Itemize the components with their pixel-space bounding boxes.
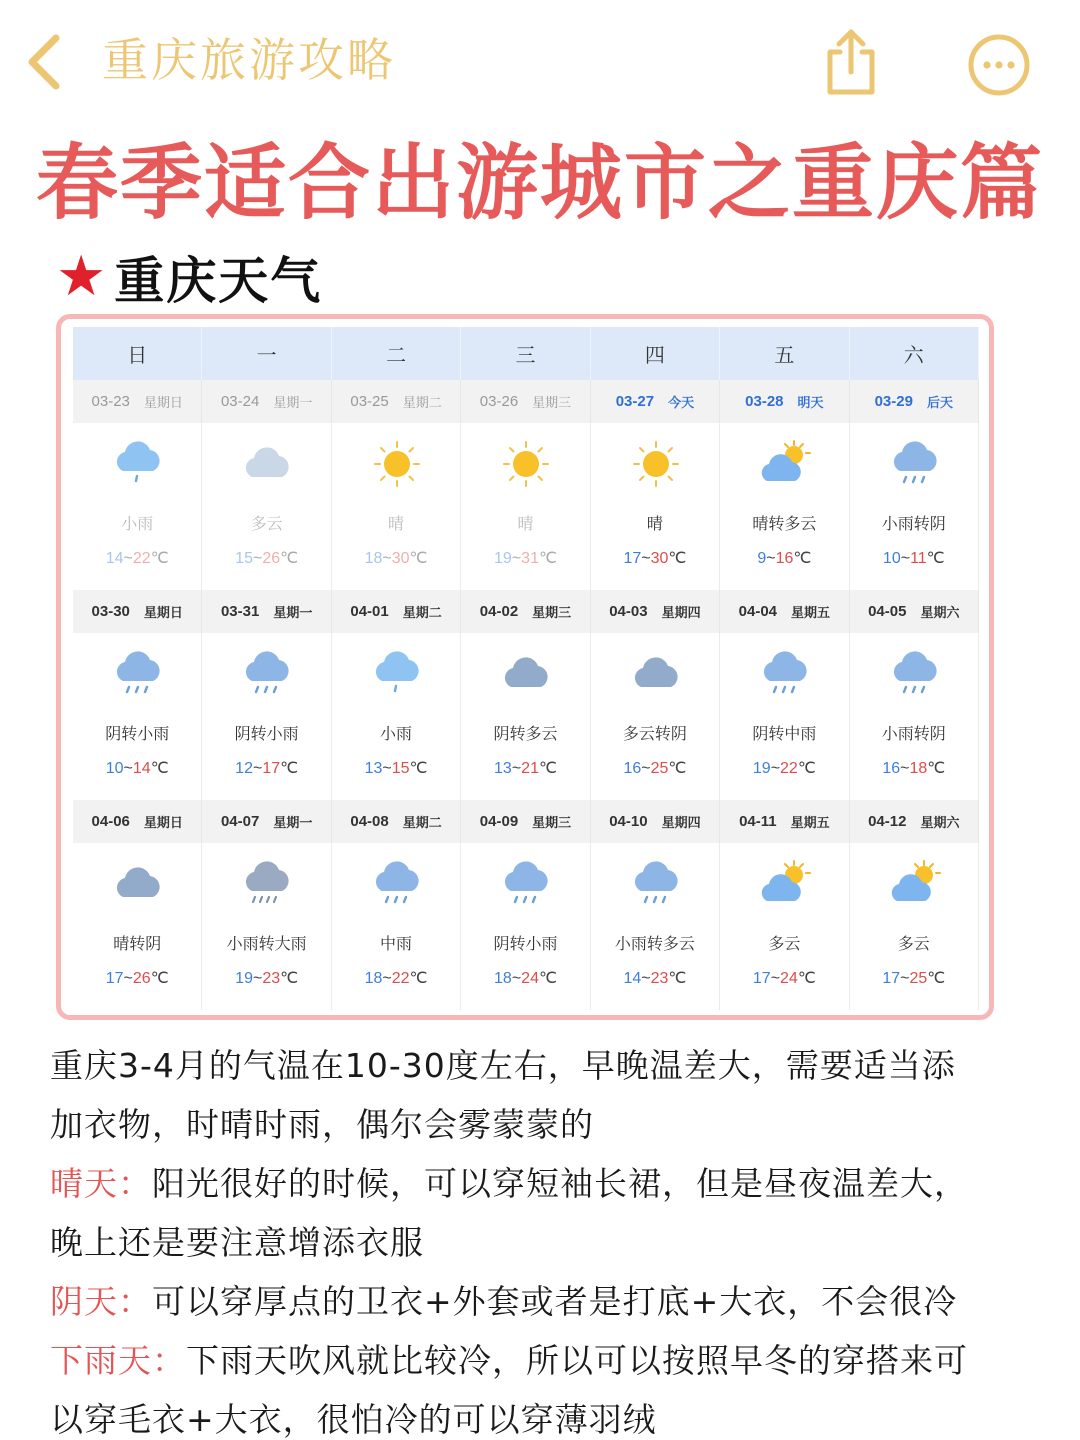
temperature-range — [461, 758, 589, 778]
low-temp: 12 — [235, 760, 253, 777]
temperature-range — [332, 968, 460, 988]
day-header — [332, 590, 461, 633]
weekday-label: 星期四 — [661, 605, 701, 620]
temp-unit: ℃ — [926, 550, 945, 567]
high-temp: 11 — [910, 550, 927, 567]
temp-unit: ℃ — [409, 760, 428, 777]
high-temp: 30 — [391, 550, 410, 567]
weekday-label: 星期四 — [661, 815, 701, 830]
light-rain-icon — [111, 439, 165, 489]
temp-separator: ~ — [123, 970, 133, 987]
temp-separator: ~ — [641, 760, 651, 777]
weather-condition: 多云 — [768, 936, 801, 953]
sunny-text-1: 阳光很好的时候，可以穿短袖长裙，但是昼夜温差大， — [152, 1164, 968, 1203]
weekday-header: 二 — [332, 327, 461, 380]
temp-unit: ℃ — [793, 550, 812, 567]
weather-condition: 小雨 — [380, 726, 413, 743]
cloudy-tip — [50, 1276, 1040, 1323]
intro-line-2: 加衣物，时晴时雨，偶尔会雾蒙蒙的 — [50, 1105, 594, 1144]
temperature-range — [461, 548, 589, 568]
weekday-label: 星期日 — [143, 815, 183, 830]
day-cell[interactable] — [461, 843, 590, 1010]
temperature-range — [720, 548, 848, 568]
temp-separator: ~ — [382, 550, 392, 567]
weather-condition: 小雨转阴 — [881, 516, 946, 533]
day-cell[interactable] — [591, 843, 720, 1010]
weekday-label: 星期日 — [143, 605, 183, 620]
weekday-label: 星期六 — [920, 815, 960, 830]
day-header — [591, 590, 720, 633]
weekday-label: 后天 — [926, 395, 953, 410]
day-cell[interactable] — [720, 423, 849, 590]
high-temp: 23 — [262, 970, 281, 987]
star-icon: ★ — [56, 244, 107, 309]
day-cell[interactable] — [202, 423, 331, 590]
sunny-tip — [50, 1158, 1040, 1205]
weekday-label: 星期五 — [790, 815, 830, 830]
temp-separator: ~ — [641, 550, 651, 567]
day-header — [202, 590, 331, 633]
weekday-label: 星期三 — [532, 815, 572, 830]
day-header — [461, 380, 590, 423]
temp-unit: ℃ — [538, 970, 557, 987]
day-cell[interactable] — [202, 633, 331, 800]
day-cell[interactable] — [850, 843, 979, 1010]
temperature-range — [591, 758, 719, 778]
low-temp: 19 — [494, 550, 512, 567]
day-header — [73, 590, 202, 633]
temperature-range — [73, 968, 201, 988]
day-header — [332, 800, 461, 843]
day-cell[interactable] — [73, 843, 202, 1010]
weather-condition: 晴转阴 — [113, 936, 162, 953]
low-temp: 18 — [494, 970, 512, 987]
weekday-header: 四 — [591, 327, 720, 380]
day-header — [720, 590, 849, 633]
low-temp: 17 — [623, 550, 642, 567]
temperature-range — [202, 968, 330, 988]
weekday-label: 星期五 — [791, 605, 831, 620]
low-temp: 18 — [364, 970, 383, 987]
weather-condition: 阴转小雨 — [105, 726, 170, 743]
weekday-label: 星期二 — [402, 395, 442, 410]
temperature-range — [332, 548, 460, 568]
heavy-rain-icon — [240, 859, 294, 909]
temperature-range — [850, 758, 978, 778]
day-cell[interactable] — [591, 633, 720, 800]
weekday-header: 五 — [720, 327, 849, 380]
temp-unit: ℃ — [668, 970, 687, 987]
low-temp: 10 — [105, 760, 124, 777]
date-label: 03-27 — [615, 393, 655, 410]
sunny-icon — [629, 439, 683, 489]
day-header — [202, 800, 331, 843]
rainy-tip — [50, 1335, 1040, 1382]
temp-unit: ℃ — [668, 550, 687, 567]
temp-separator: ~ — [252, 550, 263, 567]
weather-condition: 多云 — [250, 516, 283, 533]
rainy-label: 下雨天： — [50, 1341, 186, 1380]
weather-condition: 阴转多云 — [493, 726, 558, 743]
date-label: 03-29 — [874, 393, 913, 410]
partly-cloudy-icon — [888, 859, 942, 909]
temperature-range — [73, 548, 201, 568]
temp-separator: ~ — [900, 760, 910, 777]
day-cell[interactable] — [73, 423, 202, 590]
day-cell[interactable] — [461, 423, 590, 590]
high-temp: 18 — [909, 760, 928, 777]
day-header — [850, 800, 979, 843]
day-cell[interactable] — [850, 423, 979, 590]
partly-cloudy-icon — [758, 439, 812, 489]
high-temp: 23 — [650, 970, 669, 987]
headline: 春季适合出游城市之重庆篇 — [35, 136, 1044, 231]
high-temp: 25 — [909, 970, 928, 987]
rain-icon — [370, 859, 424, 909]
weather-condition: 阴转小雨 — [234, 726, 299, 743]
temp-separator: ~ — [900, 550, 911, 567]
date-label: 03-30 — [91, 603, 130, 620]
low-temp: 17 — [105, 970, 124, 987]
low-temp: 18 — [364, 550, 383, 567]
high-temp: 16 — [775, 550, 794, 567]
high-temp: 22 — [780, 760, 798, 777]
date-label: 04-09 — [479, 813, 519, 830]
date-label: 03-23 — [91, 393, 130, 410]
temperature-range — [73, 758, 201, 778]
weekday-label: 星期一 — [273, 605, 313, 620]
nav-title: 重庆旅游攻略 — [102, 33, 396, 87]
low-temp: 13 — [494, 760, 512, 777]
day-cell[interactable] — [73, 633, 202, 800]
weather-condition: 中雨 — [380, 936, 413, 953]
temp-unit: ℃ — [797, 970, 816, 987]
temp-unit: ℃ — [927, 760, 946, 777]
temp-unit: ℃ — [538, 760, 557, 777]
date-label: 04-02 — [479, 603, 519, 620]
temperature-range — [850, 548, 978, 568]
cloudy-label: 阴天： — [50, 1282, 152, 1321]
low-temp: 17 — [882, 970, 901, 987]
temperature-range — [461, 968, 589, 988]
date-label: 03-28 — [745, 393, 784, 410]
date-label: 04-05 — [868, 603, 907, 620]
low-temp: 10 — [882, 550, 901, 567]
overcast-icon — [111, 859, 165, 909]
temp-separator: ~ — [770, 760, 781, 777]
weekday-label: 星期一 — [273, 395, 313, 410]
date-label: 03-26 — [479, 393, 519, 410]
temp-separator: ~ — [511, 760, 522, 777]
day-cell[interactable] — [202, 843, 331, 1010]
temp-separator: ~ — [641, 970, 651, 987]
temperature-range — [720, 758, 848, 778]
day-header — [850, 590, 979, 633]
temp-separator: ~ — [123, 550, 133, 567]
low-temp: 14 — [623, 970, 642, 987]
weather-condition: 阴转中雨 — [752, 726, 817, 743]
high-temp: 24 — [780, 970, 798, 987]
temp-unit: ℃ — [409, 550, 428, 567]
low-temp: 13 — [364, 760, 383, 777]
weather-condition: 小雨转阴 — [881, 726, 946, 743]
section-title: 重庆天气 — [114, 252, 323, 310]
temp-separator: ~ — [123, 760, 133, 777]
temperature-range — [591, 968, 719, 988]
weather-condition: 小雨转多云 — [614, 936, 695, 953]
temp-unit: ℃ — [280, 970, 299, 987]
high-temp: 22 — [391, 970, 410, 987]
weekday-label: 今天 — [668, 395, 695, 410]
top-nav — [0, 0, 1080, 125]
weather-condition: 小雨转大雨 — [226, 936, 307, 953]
date-label: 03-31 — [220, 603, 260, 620]
weather-condition: 多云转阴 — [622, 726, 687, 743]
rain-icon — [758, 649, 812, 699]
weather-condition: 多云 — [897, 936, 930, 953]
weather-condition: 晴 — [517, 516, 534, 533]
more-icon[interactable] — [966, 32, 1032, 98]
low-temp: 17 — [752, 970, 771, 987]
day-cell[interactable] — [332, 423, 461, 590]
temp-unit: ℃ — [280, 550, 299, 567]
low-temp: 15 — [235, 550, 253, 567]
temp-unit: ℃ — [797, 760, 816, 777]
temp-separator: ~ — [766, 550, 776, 567]
day-header — [591, 800, 720, 843]
weather-condition: 晴 — [388, 516, 405, 533]
date-label: 04-06 — [91, 813, 130, 830]
temp-separator: ~ — [252, 970, 263, 987]
day-cell[interactable] — [461, 633, 590, 800]
low-temp: 19 — [752, 760, 771, 777]
section-heading — [56, 243, 322, 311]
temp-unit: ℃ — [150, 970, 169, 987]
rain-icon — [111, 649, 165, 699]
high-temp: 31 — [521, 550, 539, 567]
day-header — [720, 380, 849, 423]
day-header — [720, 800, 849, 843]
weather-condition: 阴转小雨 — [493, 936, 558, 953]
weekday-label: 星期二 — [402, 815, 442, 830]
temp-unit: ℃ — [668, 760, 687, 777]
low-temp: 16 — [882, 760, 901, 777]
high-temp: 26 — [132, 970, 151, 987]
chevron-left-icon[interactable] — [18, 30, 74, 94]
temperature-range — [720, 968, 848, 988]
weekday-header: 一 — [202, 327, 331, 380]
weather-condition: 晴 — [646, 516, 663, 533]
day-header — [332, 380, 461, 423]
temp-separator: ~ — [900, 970, 910, 987]
temp-separator: ~ — [511, 550, 522, 567]
weekday-header: 三 — [461, 327, 590, 380]
rainy-text-2: 以穿毛衣+大衣，很怕冷的可以穿薄羽绒 — [50, 1400, 657, 1439]
date-label: 04-04 — [738, 603, 778, 620]
day-header — [73, 380, 202, 423]
sunny-text-2: 晚上还是要注意增添衣服 — [50, 1223, 424, 1262]
temp-unit: ℃ — [150, 550, 169, 567]
day-cell[interactable] — [591, 423, 720, 590]
temperature-range — [591, 548, 719, 568]
cloudy-text-1: 可以穿厚点的卫衣+外套或者是打底+大衣，不会很冷 — [152, 1282, 958, 1321]
day-cell[interactable] — [720, 633, 849, 800]
high-temp: 14 — [132, 760, 151, 777]
low-temp: 19 — [235, 970, 253, 987]
date-label: 03-25 — [350, 393, 389, 410]
temperature-range — [202, 758, 330, 778]
date-label: 04-01 — [350, 603, 389, 620]
date-label: 04-12 — [868, 813, 907, 830]
temperature-range — [202, 548, 330, 568]
rain-icon — [888, 439, 942, 489]
day-cell[interactable] — [850, 633, 979, 800]
overcast-icon — [499, 649, 553, 699]
day-header — [591, 380, 720, 423]
day-header — [202, 380, 331, 423]
temp-separator: ~ — [511, 970, 522, 987]
high-temp: 15 — [391, 760, 410, 777]
weekday-label: 星期二 — [402, 605, 442, 620]
day-header — [73, 800, 202, 843]
rain-icon — [499, 859, 553, 909]
weather-condition: 小雨 — [121, 516, 154, 533]
date-label: 04-11 — [739, 813, 777, 830]
sunny-label: 晴天： — [50, 1164, 152, 1203]
overcast-icon — [629, 649, 683, 699]
day-cell[interactable] — [332, 633, 461, 800]
temperature-range — [850, 968, 978, 988]
high-temp: 26 — [262, 550, 281, 567]
low-temp: 14 — [105, 550, 124, 567]
high-temp: 21 — [521, 760, 539, 777]
cloudy-icon — [240, 439, 294, 489]
date-label: 03-24 — [220, 393, 260, 410]
temp-separator: ~ — [252, 760, 263, 777]
rain-icon — [629, 859, 683, 909]
weekday-header: 六 — [850, 327, 979, 380]
date-label: 04-08 — [350, 813, 389, 830]
intro-line-1: 重庆3-4月的气温在10-30度左右，早晚温差大，需要适当添 — [50, 1046, 956, 1085]
high-temp: 22 — [132, 550, 151, 567]
rain-icon — [888, 649, 942, 699]
date-label: 04-03 — [609, 603, 648, 620]
weekday-header: 日 — [73, 327, 202, 380]
partly-cloudy-icon — [758, 859, 812, 909]
weekday-label: 明天 — [797, 395, 824, 410]
temp-unit: ℃ — [280, 760, 299, 777]
weather-grid — [73, 327, 979, 1010]
weekday-label: 星期一 — [273, 815, 313, 830]
temp-separator: ~ — [770, 970, 781, 987]
date-label: 04-10 — [609, 813, 648, 830]
day-header — [850, 380, 979, 423]
light-rain-icon — [370, 649, 424, 699]
day-header — [461, 590, 590, 633]
low-temp: 16 — [623, 760, 642, 777]
temperature-range — [332, 758, 460, 778]
high-temp: 24 — [521, 970, 539, 987]
temp-unit: ℃ — [538, 550, 557, 567]
weekday-label: 星期日 — [143, 395, 183, 410]
temp-unit: ℃ — [927, 970, 946, 987]
high-temp: 25 — [650, 760, 669, 777]
day-header — [461, 800, 590, 843]
sunny-icon — [370, 439, 424, 489]
share-icon[interactable] — [818, 26, 884, 98]
weekday-label: 星期六 — [920, 605, 960, 620]
day-cell[interactable] — [720, 843, 849, 1010]
weekday-label: 星期三 — [532, 395, 572, 410]
date-label: 04-07 — [220, 813, 260, 830]
weekday-label: 星期三 — [532, 605, 572, 620]
rainy-text-1: 下雨天吹风就比较冷，所以可以按照早冬的穿搭来可 — [186, 1341, 968, 1380]
sunny-icon — [499, 439, 553, 489]
temp-unit: ℃ — [150, 760, 169, 777]
rain-icon — [240, 649, 294, 699]
high-temp: 17 — [262, 760, 281, 777]
temp-unit: ℃ — [409, 970, 428, 987]
weather-condition: 晴转多云 — [752, 516, 817, 533]
temp-separator: ~ — [382, 760, 392, 777]
temp-separator: ~ — [382, 970, 392, 987]
low-temp: 9 — [757, 550, 767, 567]
day-cell[interactable] — [332, 843, 461, 1010]
high-temp: 30 — [650, 550, 669, 567]
